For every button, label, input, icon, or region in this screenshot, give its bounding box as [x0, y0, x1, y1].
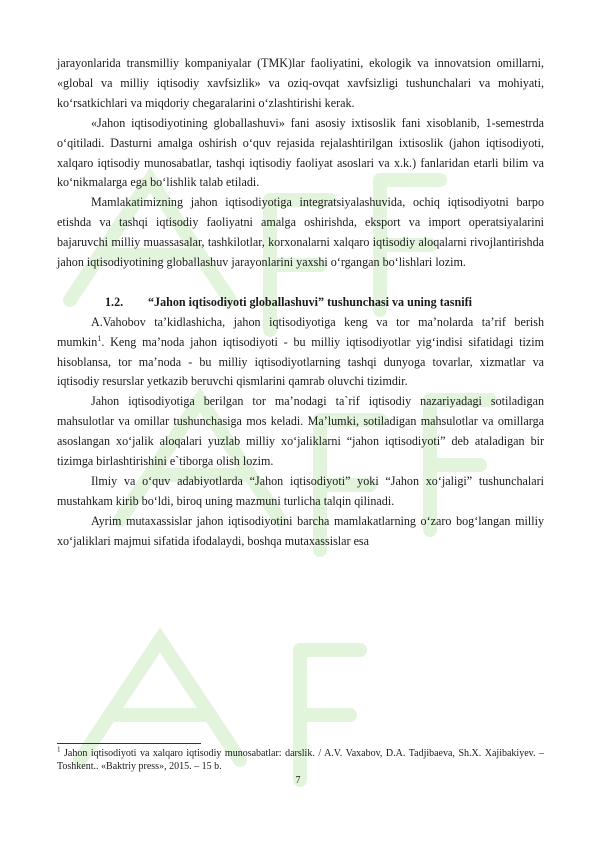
paragraph-vaxobov	[57, 313, 544, 393]
section-heading	[57, 293, 544, 313]
page-body	[57, 54, 544, 552]
section-number: 1.2.	[105, 294, 124, 309]
paragraph-vaxobov-text: A.Vahobov ta’kidlashicha, jahon iqtisodiyotiga keng va tor ma’nolarda ta’rif berish mumkin	[57, 314, 544, 349]
paragraph-2: «Jahon iqtisodiyotining globallashuvi» fani asosiy ixtisoslik fani xisoblanib, 1-semestrda o‘qitiladi. Dasturni amalga oshirish o‘quv rejasida rejalashtirilgan ixtisoslik (jahon iqtisodiyoti, xalqaro iqtisodiy munosabatlar, tashqi iqtisodiy faoliyat asoslari va x.k.) fanlaridan etarli bilim va ko‘nikmalarga ega bo‘lishlik talab etiladi.	[57, 115, 544, 190]
paragraph-vaxobov-text-cont: . Keng ma’noda jahon iqtisodiyoti - bu milliy iqtisodiyotlar yig‘indisi sifatidagi tizim hisoblansa, tor ma’noda - bu milliy iqtisodiyotlarning tashqi dunyoga tovarlar, xizmatlar va iqtisodiy resurslar yetkazib beruvchi qismlarini qamrab oluvchi tizimdir.	[57, 334, 544, 389]
paragraph-1: jarayonlarida transmilliy kompaniyalar (TMK)lar faoliyatini, ekologik va innovatsion omillarni, «global va milliy iqtisodiy xavfsizlik» va oziq-ovqat xavfsizligi tushunchalari va mohiyati, ko‘rsatkichlari va miqdoriy chegaralarini o‘zlashtirishi kerak.	[57, 56, 544, 110]
footnote-mark: 1	[57, 745, 61, 754]
spacer	[57, 273, 544, 293]
section-title: “Jahon iqtisodiyoti globallashuvi” tushunchasi va uning tasnifi	[148, 294, 472, 309]
paragraph-3: Mamlakatimizning jahon iqtisodiyotiga integratsiyalashuvida, ochiq iqtisodiyotni barpo etishda va tashqi iqtisodiy faoliyatni amalga oshirishda, eksport va import operatsiyalarini bajaruvchi milliy muassasalar, tashkilotlar, korxonalarni xalqaro iqtisodiy aloqalarni rivojlantirishda jahon iqtisodiyotining globallashuv jarayonlarini yaxshi o‘rgangan bo‘lishlari lozim.	[57, 195, 544, 270]
footnote	[57, 747, 544, 773]
page-number: 7	[295, 775, 301, 786]
footnote-reference[interactable]: 1	[97, 333, 102, 343]
paragraph-5: Jahon iqtisodiyotiga berilgan tor ma’nodagi ta`rif iqtisodiy nazariyadagi sotiladigan mahsulotlar va omillar tushunchasiga mos keladi. Ma’lumki, sotiladigan mahsulotlar va omillarga asoslangan xo‘jalik aloqalari yuzlab milliy xo‘jaliklarni “jahon iqtisodiyoti” deb ataladigan bir tizimga birlashtirishini e`tiborga olish lozim.	[57, 394, 544, 469]
footnote-text: Jahon iqtisodiyoti va xalqaro iqtisodiy munosabatlar: darslik. / A.V. Vaxabov, D.A. Tadjibaeva, Sh.X. Xajibakiyev. – Toshkent.. «Baktriy press», 2015. – 15 b.	[57, 748, 544, 772]
paragraph-7: Ayrim mutaxassislar jahon iqtisodiyotini barcha mamlakatlarning o‘zaro bog‘langan milliy xo‘jaliklari majmui sifatida ifodalaydi, boshqa mutaxassislar esa	[57, 513, 544, 548]
footnote-divider	[57, 743, 201, 744]
paragraph-6: Ilmiy va o‘quv adabiyotlarda “Jahon iqtisodiyoti” yoki “Jahon xo‘jaligi” tushunchalari mustahkam kirib bo‘ldi, biroq uning mazmuni turlicha talqin qilinadi.	[57, 474, 544, 508]
